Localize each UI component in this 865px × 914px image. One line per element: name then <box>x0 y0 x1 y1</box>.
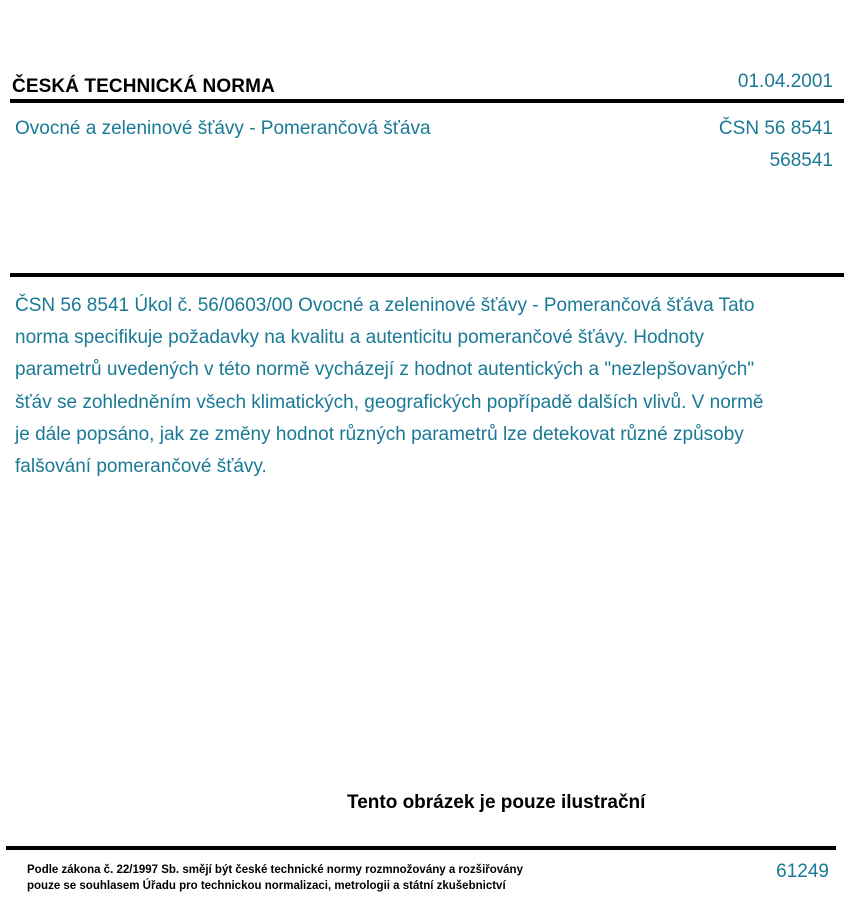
norm-heading: ČESKÁ TECHNICKÁ NORMA <box>12 76 275 97</box>
standard-code: 568541 <box>769 150 833 171</box>
section-divider <box>10 273 844 277</box>
standard-designation: ČSN 56 8541 <box>718 118 833 139</box>
illustrative-note: Tento obrázek je pouze ilustrační <box>347 792 646 813</box>
legal-notice <box>27 862 523 894</box>
footer-divider <box>6 846 836 850</box>
header-divider <box>10 99 844 103</box>
legal-notice-line-2: pouze se souhlasem Úřadu pro technickou normalizaci, metrologii a státní zkušebnictví <box>27 880 506 892</box>
issue-date: 01.04.2001 <box>737 71 833 92</box>
standard-title: Ovocné a zeleninové šťávy - Pomerančová šťáva <box>15 118 431 139</box>
legal-notice-line-1: Podle zákona č. 22/1997 Sb. smějí být české technické normy rozmnožovány a rozšiřovány <box>27 864 523 876</box>
document-id: 61249 <box>776 861 829 882</box>
standard-description: ČSN 56 8541 Úkol č. 56/0603/00 Ovocné a zeleninové šťávy - Pomerančová šťáva Tato norma specifikuje požadavky na kvalitu a autenticitu pomerančové šťávy. Hodnoty parametrů uvedených v této normě vycházejí z hodnot autentických a "nezlepšovaných" šťáv se zohledněním všech klimatických, geografických popřípadě dalších vlivů. V normě je dále popsáno, jak ze změny hodnot různých parametrů lze detekovat různé způsoby falšování pomerančové šťávy. <box>15 295 764 478</box>
